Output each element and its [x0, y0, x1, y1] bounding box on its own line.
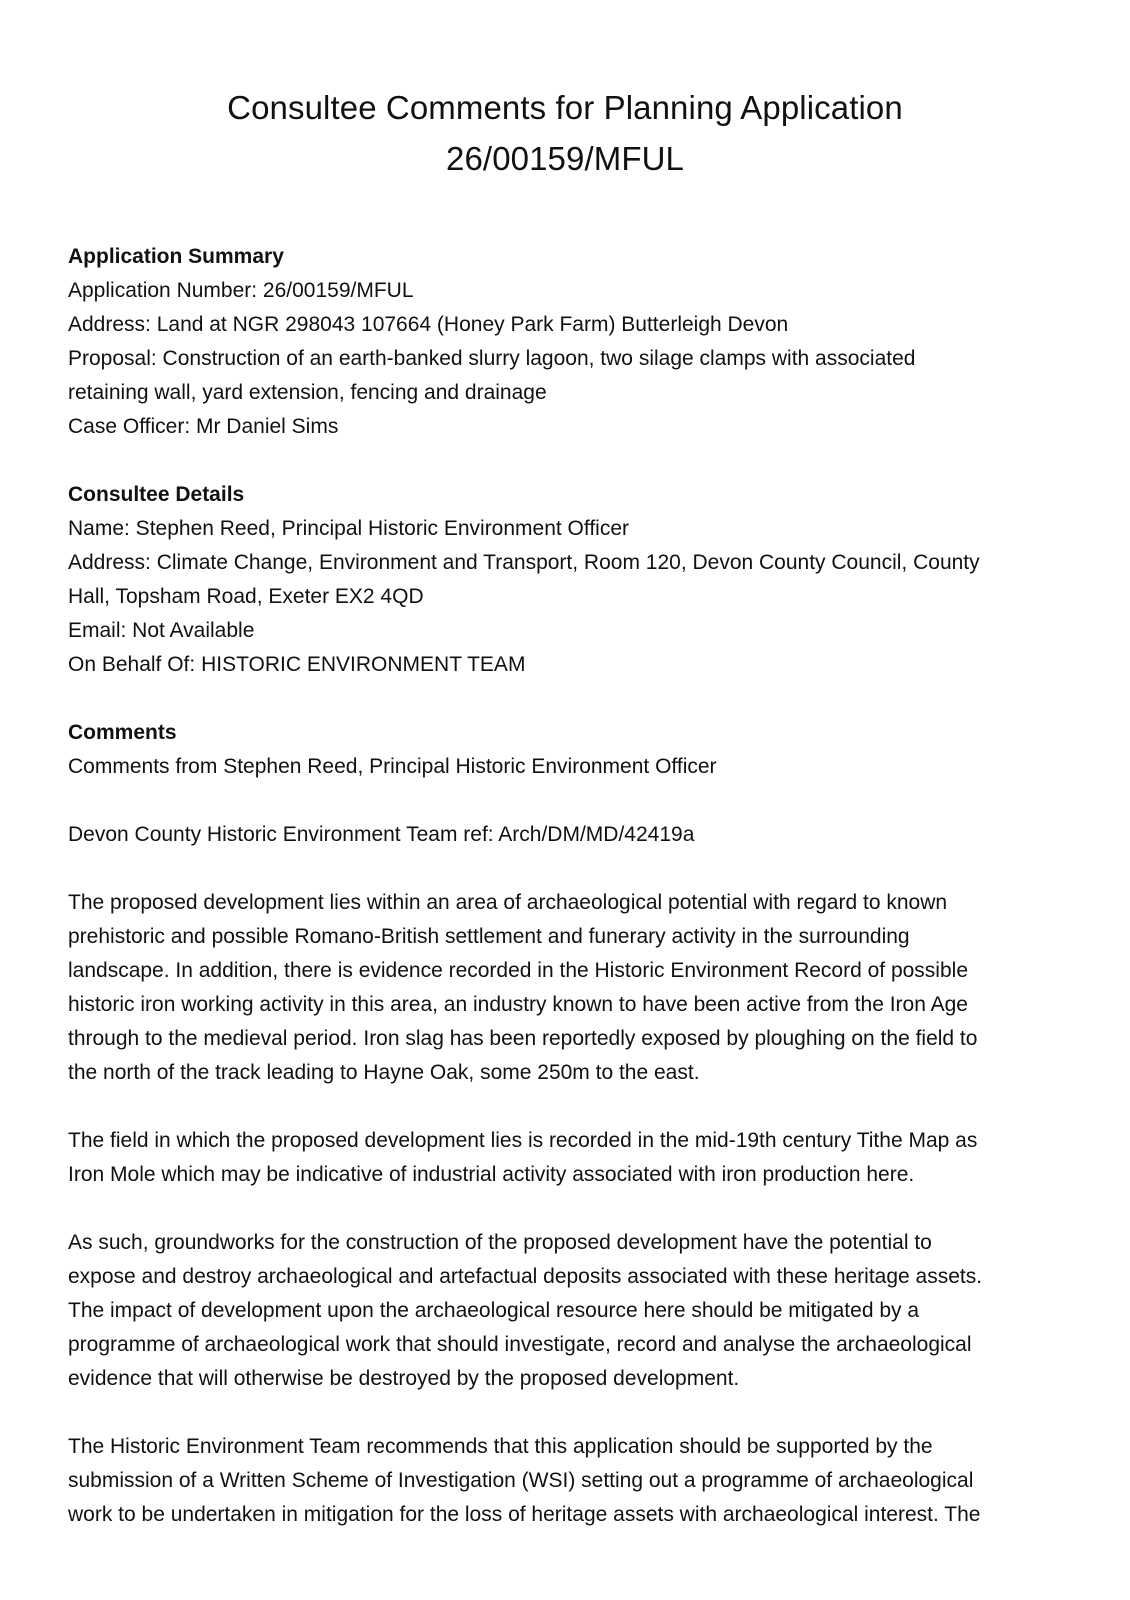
- comment-paragraph-line: The proposed development lies within an area of archaeological potential with regard to known: [68, 891, 948, 914]
- comment-paragraph-line: evidence that will otherwise be destroyed by the proposed development.: [68, 1367, 740, 1390]
- comment-paragraph-line: The Historic Environment Team recommends that this application should be supported by the: [68, 1435, 933, 1458]
- comment-paragraph-line: The impact of development upon the archaeological resource here should be mitigated by a: [68, 1299, 920, 1322]
- spacer: [68, 852, 1062, 886]
- comment-paragraph-4: [68, 1430, 1062, 1532]
- proposal-line-2: retaining wall, yard extension, fencing and drainage: [68, 381, 547, 404]
- comment-paragraph-line: prehistoric and possible Romano-British settlement and funerary activity in the surrounding: [68, 925, 910, 948]
- consultee-on-behalf-of: On Behalf Of: HISTORIC ENVIRONMENT TEAM: [68, 653, 526, 676]
- comment-paragraph-line: the north of the track leading to Hayne Oak, some 250m to the east.: [68, 1061, 700, 1084]
- comment-paragraph-line: historic iron working activity in this area, an industry known to have been active from the Iron Age: [68, 993, 968, 1016]
- comments-heading: Comments: [68, 721, 177, 744]
- consultee-address-line-2: Hall, Topsham Road, Exeter EX2 4QD: [68, 585, 424, 608]
- consultee-email: Email: Not Available: [68, 619, 255, 642]
- application-summary-heading: Application Summary: [68, 245, 284, 268]
- case-officer: Case Officer: Mr Daniel Sims: [68, 415, 339, 438]
- page-title-line-1: Consultee Comments for Planning Application: [227, 89, 903, 126]
- comment-paragraph-line: through to the medieval period. Iron slag has been reportedly exposed by ploughing on the field to: [68, 1027, 978, 1050]
- spacer: [68, 444, 1062, 478]
- comments-section: [68, 716, 1062, 1532]
- comment-paragraph-2: [68, 1124, 1062, 1192]
- comment-paragraph-line: Iron Mole which may be indicative of industrial activity associated with iron production here.: [68, 1163, 915, 1186]
- consultee-details-section: [68, 478, 1062, 682]
- page-title: [68, 82, 1062, 184]
- spacer: [68, 1090, 1062, 1124]
- comment-paragraph-line: work to be undertaken in mitigation for the loss of heritage assets with archaeological interest. The: [68, 1503, 981, 1526]
- consultee-details-heading: Consultee Details: [68, 483, 245, 506]
- comment-paragraph-line: As such, groundworks for the construction of the proposed development have the potential to: [68, 1231, 932, 1254]
- consultee-address-line-1: Address: Climate Change, Environment and Transport, Room 120, Devon County Council, County: [68, 551, 980, 574]
- comment-paragraph-3: [68, 1226, 1062, 1396]
- proposal-line-1: Proposal: Construction of an earth-banked slurry lagoon, two silage clamps with associated: [68, 347, 916, 370]
- consultee-name: Name: Stephen Reed, Principal Historic Environment Officer: [68, 517, 630, 540]
- comment-paragraph-line: The field in which the proposed development lies is recorded in the mid-19th century Tithe Map as: [68, 1129, 978, 1152]
- application-address: Address: Land at NGR 298043 107664 (Honey Park Farm) Butterleigh Devon: [68, 313, 789, 336]
- spacer: [68, 1396, 1062, 1430]
- comment-paragraph-line: submission of a Written Scheme of Investigation (WSI) setting out a programme of archaeological: [68, 1469, 974, 1492]
- comment-paragraph-line: expose and destroy archaeological and artefactual deposits associated with these heritage assets.: [68, 1265, 983, 1288]
- application-summary-section: [68, 240, 1062, 444]
- page-title-line-2: 26/00159/MFUL: [446, 140, 684, 177]
- comment-paragraph-line: landscape. In addition, there is evidence recorded in the Historic Environment Record of possible: [68, 959, 968, 982]
- comment-paragraph-line: programme of archaeological work that should investigate, record and analyse the archaeological: [68, 1333, 972, 1356]
- comment-paragraph-1: [68, 886, 1062, 1090]
- comments-from: Comments from Stephen Reed, Principal Historic Environment Officer: [68, 755, 717, 778]
- spacer: [68, 1192, 1062, 1226]
- spacer: [68, 682, 1062, 716]
- application-number: Application Number: 26/00159/MFUL: [68, 279, 414, 302]
- team-reference: Devon County Historic Environment Team ref: Arch/DM/MD/42419a: [68, 823, 695, 846]
- spacer: [68, 784, 1062, 818]
